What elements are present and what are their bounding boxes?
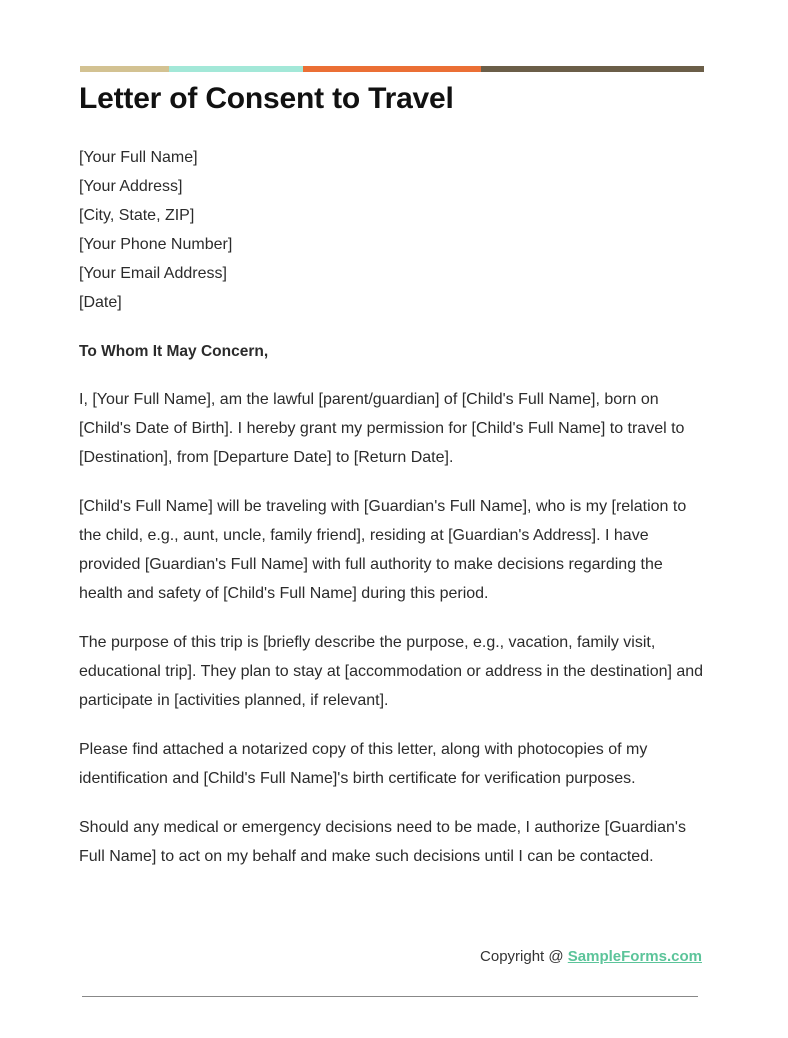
paragraph: I, [Your Full Name], am the lawful [parent/guardian] of [Child's Full Name], born on [Child's Date of Birth]. I hereby grant my permission for [Child's Full Name] to travel to [Destination], from [Departure Date] to [Return Date].: [79, 391, 685, 466]
paragraph: Please find attached a notarized copy of this letter, along with photocopies of my identification and [Child's Full Name]'s birth certificate for verification purposes.: [79, 741, 648, 787]
address-line: [Your Email Address]: [79, 265, 227, 282]
copyright-footer: [480, 948, 702, 965]
address-line: [Your Full Name]: [79, 149, 198, 166]
copyright-text: Copyright @: [480, 948, 568, 965]
address-line: [Your Phone Number]: [79, 236, 233, 253]
address-line: [City, State, ZIP]: [79, 207, 195, 224]
color-bar-orange: [303, 66, 481, 72]
address-line: [Date]: [79, 294, 122, 311]
paragraph: Should any medical or emergency decisions need to be made, I authorize [Guardian's Full Name] to act on my behalf and make such decisions until I can be contacted.: [79, 819, 686, 865]
paragraph: The purpose of this trip is [briefly describe the purpose, e.g., vacation, family visit, educational trip]. They plan to stay at [accommodation or address in the destination] and participate in [activities planned, if relevant].: [79, 634, 704, 709]
paragraph: [Child's Full Name] will be traveling with [Guardian's Full Name], who is my [relation to the child, e.g., aunt, uncle, family friend], residing at [Guardian's Address]. I have provided [Guardian's Full Name] with full authority to make decisions regarding the health and safety of [Child's Full Name] during this period.: [79, 498, 687, 602]
greeting: To Whom It May Concern,: [79, 343, 269, 360]
sender-address: [79, 143, 709, 317]
page-title: Letter of Consent to Travel: [79, 82, 454, 115]
footer-divider: [82, 996, 698, 997]
color-bar-teal: [169, 66, 303, 72]
sampleforms-link[interactable]: SampleForms.com: [567, 948, 702, 965]
color-bar-tan: [80, 66, 169, 72]
address-line: [Your Address]: [79, 178, 183, 195]
color-bar-brown: [481, 66, 704, 72]
